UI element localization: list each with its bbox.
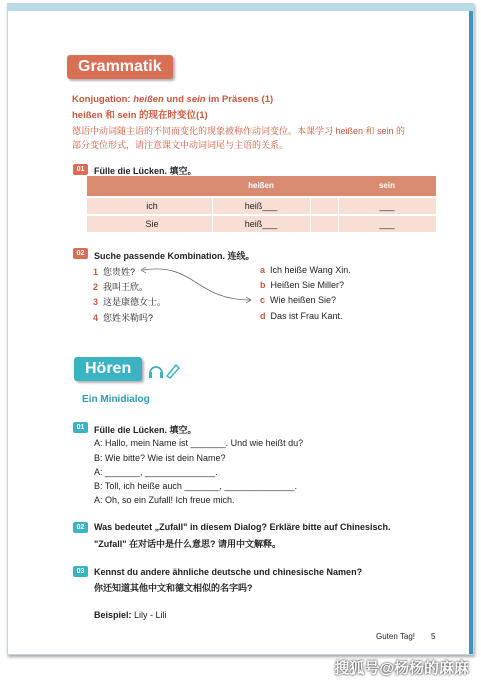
left-item-number: 1 xyxy=(93,267,99,277)
heading-em-heissen: heißen xyxy=(133,94,164,105)
exercise-number-badge: 02 xyxy=(73,248,88,259)
left-item-number: 4 xyxy=(93,313,99,323)
exercise2-instruction: Suche passende Kombination. 连线。 xyxy=(94,251,255,261)
right-item-letter: c xyxy=(260,295,266,305)
headphones-icon[interactable] xyxy=(149,367,163,378)
dialog-line: A: Hallo, mein Name ist _______. Und wie heißt du? xyxy=(94,438,304,448)
footer-book-title: Guten Tag! xyxy=(376,632,415,641)
cell-subject: Sie xyxy=(145,219,159,229)
grammatik-intro-line1: 德语中动词随主语的不同而变化的现象被称作动词变位。本课学习 heißen 和 sein 的 xyxy=(72,126,406,136)
right-item-text: Das ist Frau Kant. xyxy=(270,311,343,321)
exercise-number-badge: 01 xyxy=(73,164,88,175)
right-item-text: Ich heiße Wang Xin. xyxy=(270,265,351,275)
hoeren-ex2-question: Was bedeutet „Zufall" in diesem Dialog? Erkläre bitte auf Chinesisch. xyxy=(94,522,391,532)
hoeren-title: Hören xyxy=(85,360,132,377)
heading-mid: und xyxy=(163,94,187,105)
left-item-number: 2 xyxy=(93,282,99,292)
exercise-number-badge: 03 xyxy=(73,566,88,577)
hoeren-ex3-question-zh: 你还知道其他中文和德文相似的名字吗? xyxy=(94,583,253,593)
cell-sein[interactable]: ___ xyxy=(379,201,395,211)
hoeren-subtitle: Ein Minidialog xyxy=(82,394,150,405)
hoeren-ex1-instruction: Fülle die Lücken. 填空。 xyxy=(94,425,197,435)
cell-subject: ich xyxy=(146,201,158,211)
heading-prefix: Konjugation: xyxy=(72,94,134,105)
right-item-text: Heißen Sie Miller? xyxy=(270,280,345,290)
hoeren-badge xyxy=(74,357,142,381)
pencil-icon[interactable] xyxy=(167,365,179,378)
hoeren-ex3-question: Kennst du andere ähnliche deutsche und chinesische Namen? xyxy=(94,567,363,577)
grammatik-title: Grammatik xyxy=(78,58,162,75)
grammatik-intro-line2: 部分变位形式，请注意课文中动词词尾与主语的关系。 xyxy=(72,140,289,150)
right-item-letter: b xyxy=(260,280,266,290)
heading-suffix: im Präsens (1) xyxy=(205,94,274,105)
left-item-text: 这是康德女士。 xyxy=(103,297,167,307)
dialog-line: B: Toll, ich heiße auch _______, ______________. xyxy=(94,481,297,491)
exercise-number-badge: 02 xyxy=(73,522,88,533)
page-number: 5 xyxy=(431,632,436,641)
audio-icons xyxy=(148,361,180,379)
exercise-number-badge: 01 xyxy=(73,422,88,433)
cell-sein[interactable]: ___ xyxy=(379,219,395,229)
watermark: 搜狐号@杨杨的麻麻 xyxy=(334,660,469,677)
dialog-line: B: Wie bitte? Wie ist dein Name? xyxy=(94,453,226,463)
example-label: Beispiel: xyxy=(94,610,132,620)
cell-heissen[interactable]: heiß___ xyxy=(244,219,278,229)
right-item-text: Wie heißen Sie? xyxy=(270,295,337,305)
dialog-line: A: Oh, so ein Zufall! Ich freue mich. xyxy=(94,495,235,505)
exercise1-instruction: Fülle die Lücken. 填空。 xyxy=(94,166,197,176)
left-item-text: 您贵姓? xyxy=(103,267,136,277)
cell-heissen[interactable]: heiß___ xyxy=(244,201,278,211)
dialog-line: A: _______, ______________. xyxy=(94,467,218,477)
example-line xyxy=(94,610,167,620)
example-text: Lily - Lili xyxy=(131,610,167,620)
right-item-letter: a xyxy=(260,265,266,275)
grammatik-heading-zh: heißen 和 sein 的现在时变位(1) xyxy=(72,110,208,121)
right-item-letter: d xyxy=(260,311,266,321)
left-item-number: 3 xyxy=(93,297,99,307)
left-item-text: 我叫王欣。 xyxy=(103,282,149,292)
header-sein: sein xyxy=(378,181,395,190)
heading-em-sein: sein xyxy=(186,94,206,105)
header-heissen: heißen xyxy=(248,181,274,190)
left-item-text: 您姓米勒吗? xyxy=(103,313,154,323)
hoeren-ex2-question-zh: "Zufall" 在对话中是什么意思? 请用中文解释。 xyxy=(94,539,282,549)
